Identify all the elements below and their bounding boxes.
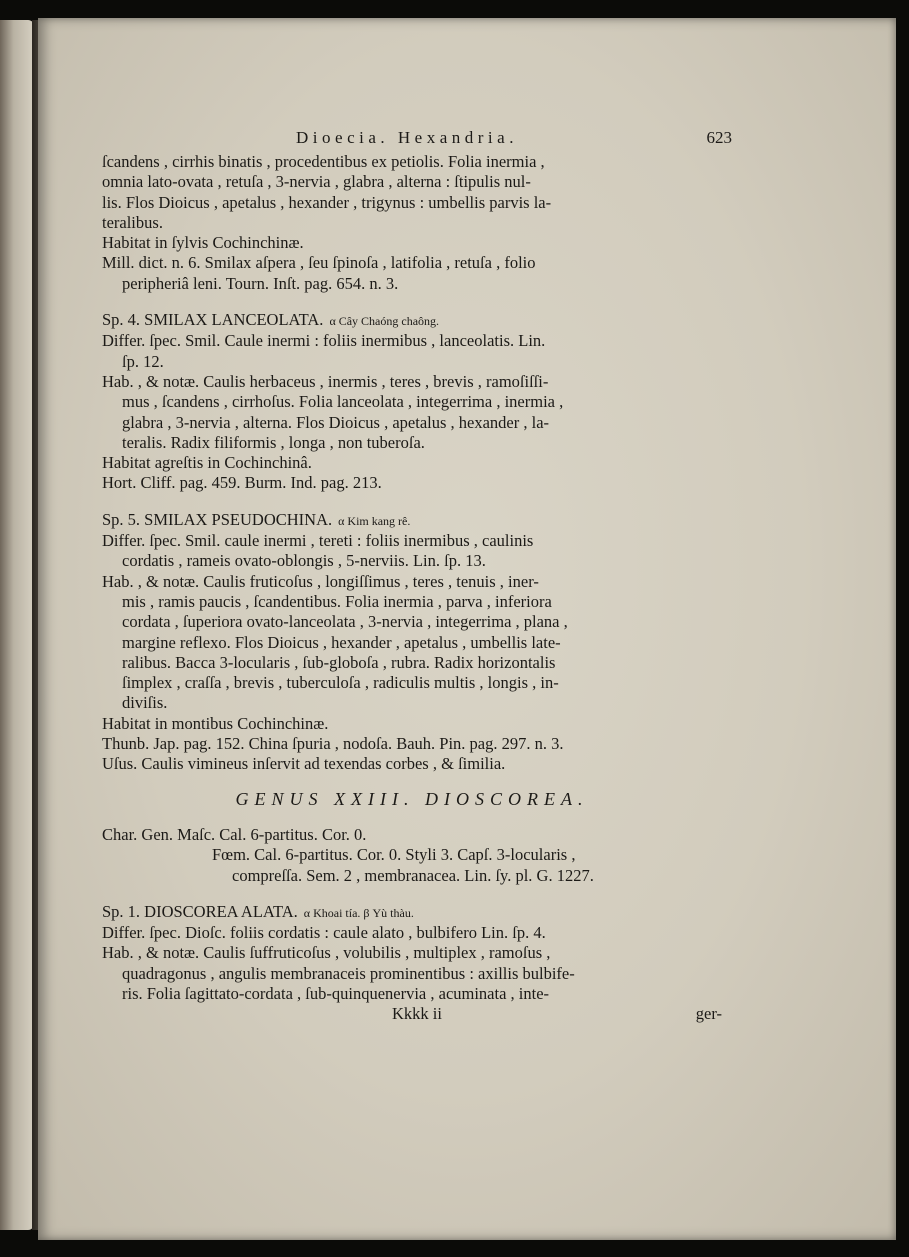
vernacular-name: α Khoai tía. β Yù thàu. xyxy=(303,905,414,920)
reference-line: Mill. dict. n. 6. Smilax aſpera , ſeu ſpinoſa , latifolia , retuſa , folio xyxy=(102,253,536,273)
text-line: Hab. , & notæ. Caulis fruticoſus , longiſſimus , teres , tenuis , iner- xyxy=(102,571,539,591)
habitat-line: Habitat agreſtis in Cochinchinâ. xyxy=(102,453,312,473)
text-line: teralis. Radix filiformis , longa , non tuberoſa. xyxy=(122,432,425,452)
genus-heading: GENUS XXIII. DIOSCOREA. xyxy=(235,788,589,809)
running-title: Dioecia. Hexandria. xyxy=(296,128,518,147)
text-line: glabra , 3-nervia , alterna. Flos Dioicus , apetalus , hexander , la- xyxy=(122,412,550,432)
text-line: lis. Flos Dioicus , apetalus , hexander , trigynus : umbellis parvis la- xyxy=(102,192,552,212)
reference-line: Thunb. Jap. pag. 152. China ſpuria , nodoſa. Bauh. Pin. pag. 297. n. 3. xyxy=(102,734,564,754)
species-title: Sp. 5. SMILAX PSEUDOCHINA. xyxy=(102,509,333,529)
text-line: mus , ſcandens , cirrhoſus. Folia lanceolata , integerrima , inermia , xyxy=(122,392,564,412)
char-line: Fœm. Cal. 6-partitus. Cor. 0. Styli 3. Capſ. 3-locularis , xyxy=(212,845,576,865)
text-line: ris. Folia ſagittato-cordata , ſub-quinquenervia , acuminata , inte- xyxy=(122,983,550,1003)
vernacular-name: α Cây Chaóng chaông. xyxy=(329,314,440,329)
species-smilax-pseudochina xyxy=(102,510,722,775)
text-line: teralibus. xyxy=(102,212,163,232)
char-line: Char. Gen. Maſc. Cal. 6-partitus. Cor. 0. xyxy=(102,824,367,844)
differ-line: Differ. ſpec. Smil. caule inermi , tereti : foliis inermibus , caulinis xyxy=(102,531,534,551)
catchword: ger- xyxy=(695,1004,722,1024)
usus-line: Uſus. Caulis vimineus inſervit ad texendas corbes , & ſimilia. xyxy=(102,754,506,774)
page-footer xyxy=(102,1004,722,1024)
text-line: Hab. , & notæ. Caulis ſuffruticoſus , volubilis , multiplex , ramoſus , xyxy=(102,943,551,963)
text-line: ralibus. Bacca 3-locularis , ſub-globoſa , rubra. Radix horizontalis xyxy=(122,652,556,672)
char-line: compreſſa. Sem. 2 , membranacea. Lin. ſy. pl. G. 1227. xyxy=(232,865,594,885)
text-line: ſimplex , craſſa , brevis , tuberculoſa , radiculis multis , longis , in- xyxy=(122,673,559,693)
text-line: diviſis. xyxy=(122,693,168,713)
signature-mark: Kkkk ii xyxy=(392,1004,442,1024)
habitat-line: Habitat in montibus Cochinchinæ. xyxy=(102,713,329,733)
habitat-line: Habitat in ſylvis Cochinchinæ. xyxy=(102,233,304,253)
text-line: Hab. , & notæ. Caulis herbaceus , inermis , teres , brevis , ramoſiſſi- xyxy=(102,371,549,391)
text-line: omnia lato-ovata , retuſa , 3-nervia , glabra , alterna : ſtipulis nul- xyxy=(102,172,531,192)
vernacular-name: α Kim kang rê. xyxy=(338,513,411,528)
running-head xyxy=(92,128,732,148)
reference-line: Hort. Cliff. pag. 459. Burm. Ind. pag. 213. xyxy=(102,473,382,493)
text-line: mis , ramis paucis , ſcandentibus. Folia inermia , parva , inferiora xyxy=(122,591,552,611)
text-line: margine reflexo. Flos Dioicus , hexander , apetalus , umbellis late- xyxy=(122,632,561,652)
species-heading xyxy=(102,510,722,531)
differ-line: ſp. 12. xyxy=(122,351,164,371)
genus-characters xyxy=(102,825,722,886)
species-title: Sp. 4. SMILAX LANCEOLATA. xyxy=(102,310,324,330)
species-smilax-lanceolata xyxy=(102,310,722,494)
species-heading xyxy=(102,310,722,331)
page-text xyxy=(102,128,732,1024)
species-heading xyxy=(102,902,722,923)
species-title: Sp. 1. DIOSCOREA ALATA. xyxy=(102,901,298,921)
text-line: cordata , ſuperiora ovato-lanceolata , 3-nervia , integerrima , plana , xyxy=(122,612,568,632)
left-page-edge xyxy=(0,20,34,1230)
text-line: ſcandens , cirrhis binatis , procedentibus ex petiolis. Folia inermia , xyxy=(102,152,545,171)
block-smilax-continued xyxy=(102,152,722,294)
species-dioscorea-alata xyxy=(102,902,722,1004)
reference-line: peripheriâ leni. Tourn. Inſt. pag. 654. n. 3. xyxy=(122,273,399,293)
differ-line: cordatis , rameis ovato-oblongis , 5-nerviis. Lin. ſp. 13. xyxy=(122,551,486,571)
differ-line: Differ. ſpec. Dioſc. foliis cordatis : caule alato , bulbifero Lin. ſp. 4. xyxy=(102,923,546,943)
text-line: quadragonus , angulis membranaceis prominentibus : axillis bulbife- xyxy=(122,963,575,983)
differ-line: Differ. ſpec. Smil. Caule inermi : foliis inermibus , lanceolatis. Lin. xyxy=(102,331,546,351)
page-number: 623 xyxy=(706,128,732,147)
